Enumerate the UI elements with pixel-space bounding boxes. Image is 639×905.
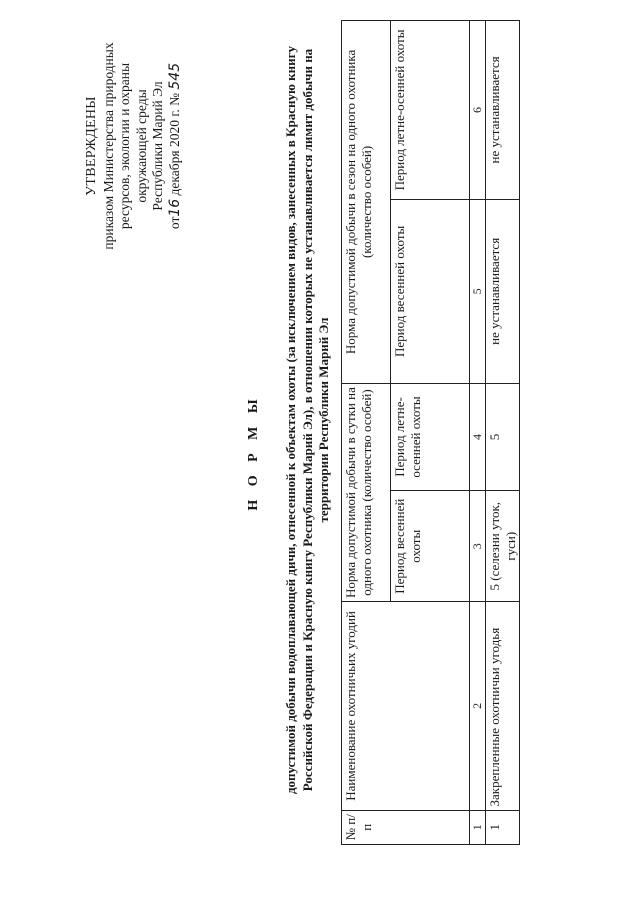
row-season-summer: не устанавливается <box>486 21 520 200</box>
header-season-norm: Норма допустимой добычи в сезон на одного охотника (количество особей) <box>342 21 391 384</box>
header-daily-summer-autumn: Период летне-осенней охоты <box>391 383 470 490</box>
header-season-spring: Период весенней охоты <box>391 199 470 383</box>
approval-title: УТВЕРЖДЕНЫ <box>84 96 99 196</box>
row-num: 1 <box>486 810 520 844</box>
row-daily-spring: 5 (селезни уток, гуси) <box>486 491 520 602</box>
column-index: 2 <box>470 602 486 810</box>
date-rest: декабря 2020 г. № <box>166 93 182 196</box>
document-title: Н О Р М Ы <box>246 394 261 511</box>
header-num: № п/п <box>342 810 470 844</box>
row-land: Закрепленные охотничьи угодья <box>486 602 520 810</box>
table-header-row <box>342 21 391 845</box>
header-land: Наименование охотничьих угодий <box>342 602 470 810</box>
column-index: 3 <box>470 491 486 602</box>
row-daily-summer: 5 <box>486 383 520 490</box>
table-row <box>486 21 520 845</box>
column-index-row <box>470 21 486 845</box>
approval-line: ресурсов, экологии и охраны <box>117 62 132 230</box>
header-season-summer-autumn: Период летне-осенней охоты <box>391 21 470 200</box>
date-prefix: от <box>166 216 182 230</box>
approval-line: окружающей среды <box>133 89 149 203</box>
approval-block <box>84 37 183 255</box>
norms-table <box>341 20 520 845</box>
document-subtitle: допустимой добычи водоплавающей дичи, отнесенной к объектам охоты (за исключением видов, занесенных в Красную книгу Российской Федерации и Красную книгу Республики Марий Эл), в отношении которых не устанавливается лимит добычи на территории Республики Марий Эл <box>283 45 331 795</box>
handwritten-day: 16 <box>166 198 183 217</box>
approval-line: приказом Министерства природных <box>100 42 116 250</box>
column-index: 5 <box>470 199 486 383</box>
approval-line: Республики Марий Эл <box>150 81 165 211</box>
approval-date-line <box>167 37 184 255</box>
header-daily-spring: Период весенней охоты <box>391 491 470 602</box>
column-index: 6 <box>470 21 486 200</box>
column-index: 1 <box>470 810 486 844</box>
column-index: 4 <box>470 383 486 490</box>
row-season-spring: не устанавливается <box>486 199 520 383</box>
handwritten-order-number: 545 <box>166 62 183 90</box>
header-daily-norm: Норма допустимой добычи в сутки на одного охотника (количество особей) <box>342 383 391 601</box>
